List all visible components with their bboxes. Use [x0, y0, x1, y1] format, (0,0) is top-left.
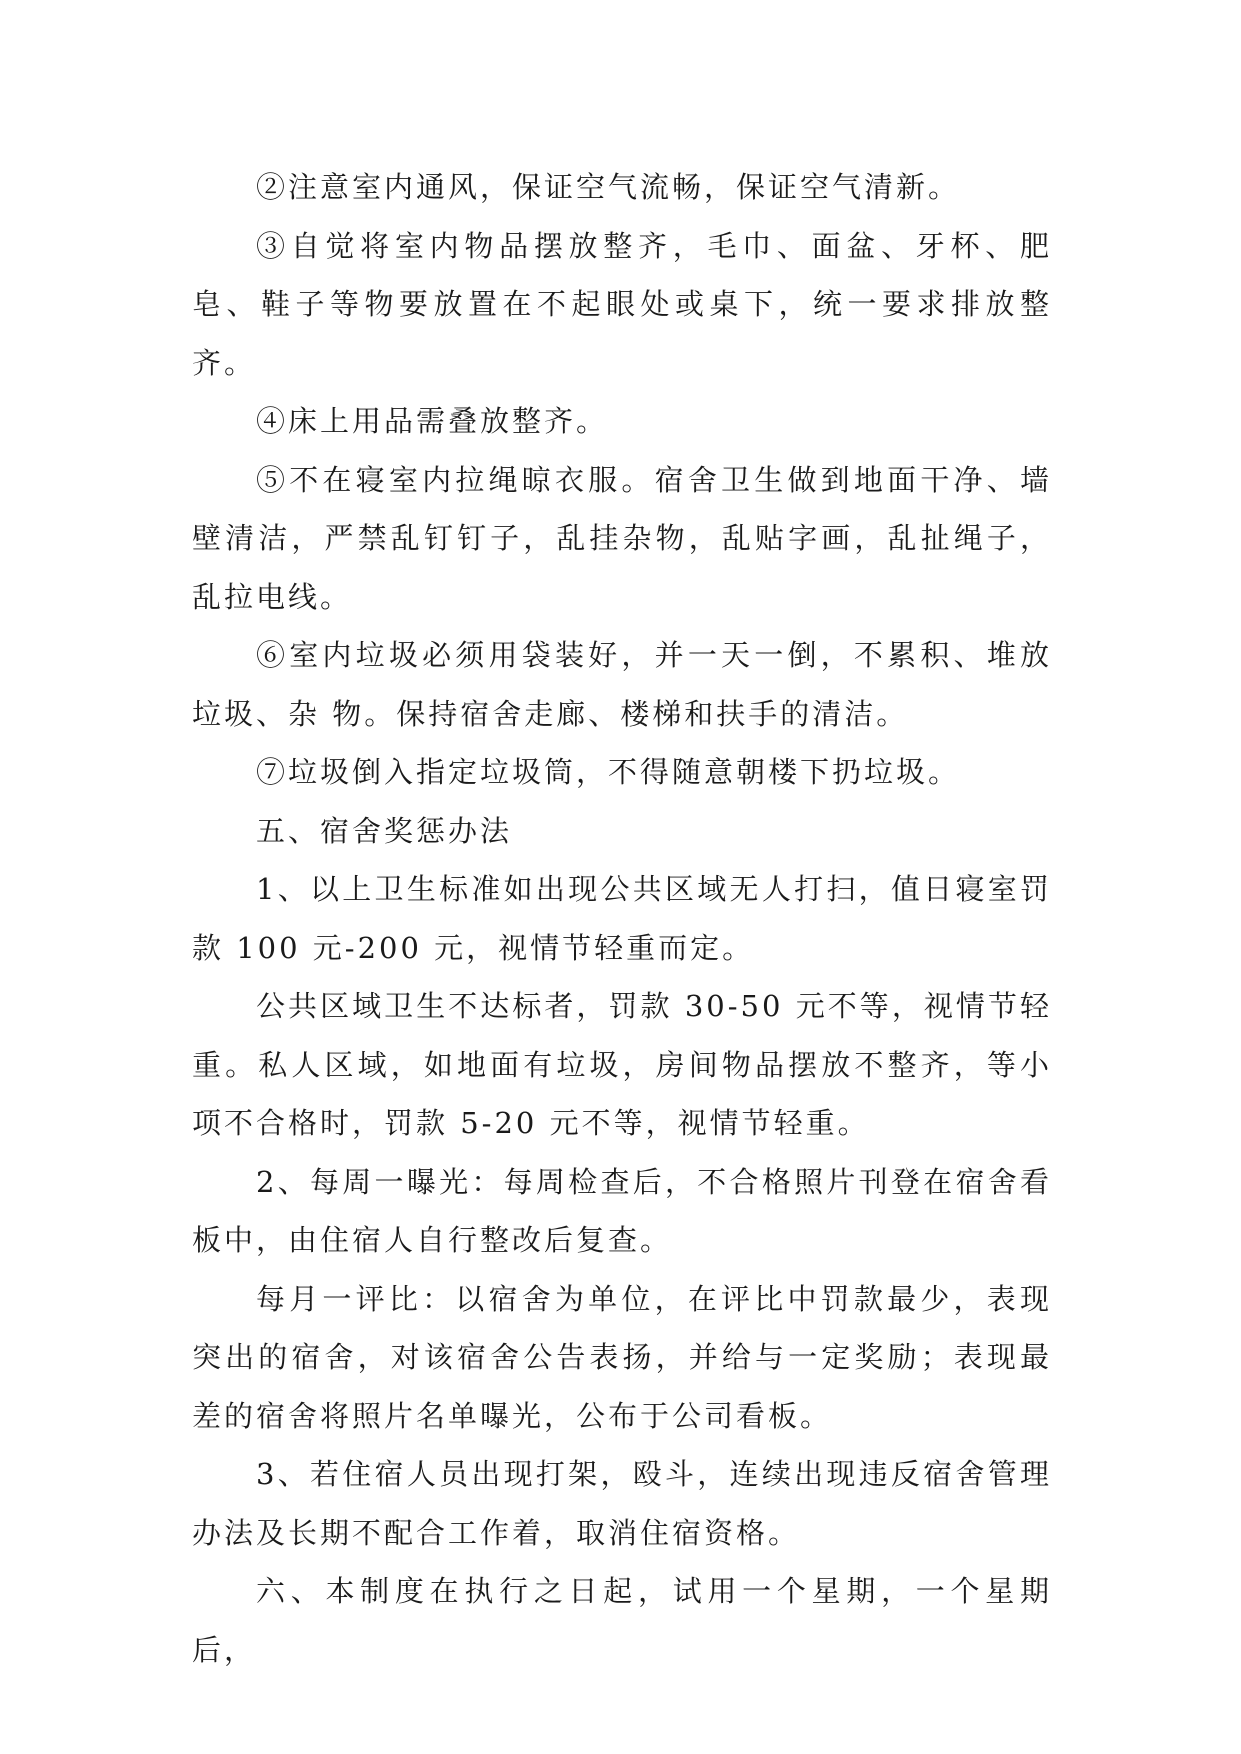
document-body [192, 158, 1052, 1679]
paragraph-bedding: ④床上用品需叠放整齐。 [256, 404, 609, 438]
paragraph-ventilation: ②注意室内通风，保证空气流畅，保证空气清新。 [256, 170, 961, 204]
paragraph-monthly-evaluation: 每月一评比：以宿舍为单位，在评比中罚款最少，表现突出的宿舍，对该宿舍公告表扬，并给与一定奖励；表现最差的宿舍将照片名单曝光，公布于公司看板。 [192, 1281, 1052, 1433]
paragraph-penalty-standards: 公共区域卫生不达标者，罚款 30-50 元不等，视情节轻重。私人区域，如地面有垃圾，房间物品摆放不整齐，等小项不合格时，罚款 5-20 元不等，视情节轻重。 [192, 989, 1052, 1140]
paragraph-disqualification: 3、若住宿人员出现打架，殴斗，连续出现违反宿舍管理办法及长期不配合工作着，取消住宿资格。 [192, 1457, 1052, 1550]
paragraph-weekly-exposure: 2、每周一曝光：每周检查后，不合格照片刊登在宿舍看板中，由住宿人自行整改后复查。 [192, 1164, 1052, 1257]
section-heading-rewards-penalties: 五、宿舍奖惩办法 [256, 813, 513, 848]
paragraph-garbage-bags: ⑥室内垃圾必须用袋装好，并一天一倒，不累积、堆放垃圾、杂 物。保持宿舍走廊、楼梯和扶手的清洁。 [192, 638, 1052, 731]
paragraph-trial-period: 六、本制度在执行之日起，试用一个星期，一个星期后， [192, 1574, 1052, 1667]
paragraph-no-clothesline: ⑤不在寝室内拉绳晾衣服。宿舍卫生做到地面干净、墙壁清洁，严禁乱钉钉子，乱挂杂物，乱贴字画，乱扯绳子，乱拉电线。 [192, 462, 1052, 614]
paragraph-penalty-public-area: 1、以上卫生标准如出现公共区域无人打扫，值日寝室罚款 100 元-200 元，视情节轻重而定。 [192, 872, 1052, 965]
paragraph-garbage-bin: ⑦垃圾倒入指定垃圾筒，不得随意朝楼下扔垃圾。 [256, 755, 961, 789]
paragraph-arrange-items: ③自觉将室内物品摆放整齐，毛巾、面盆、牙杯、肥皂、鞋子等物要放置在不起眼处或桌下，统一要求排放整齐。 [192, 228, 1052, 380]
